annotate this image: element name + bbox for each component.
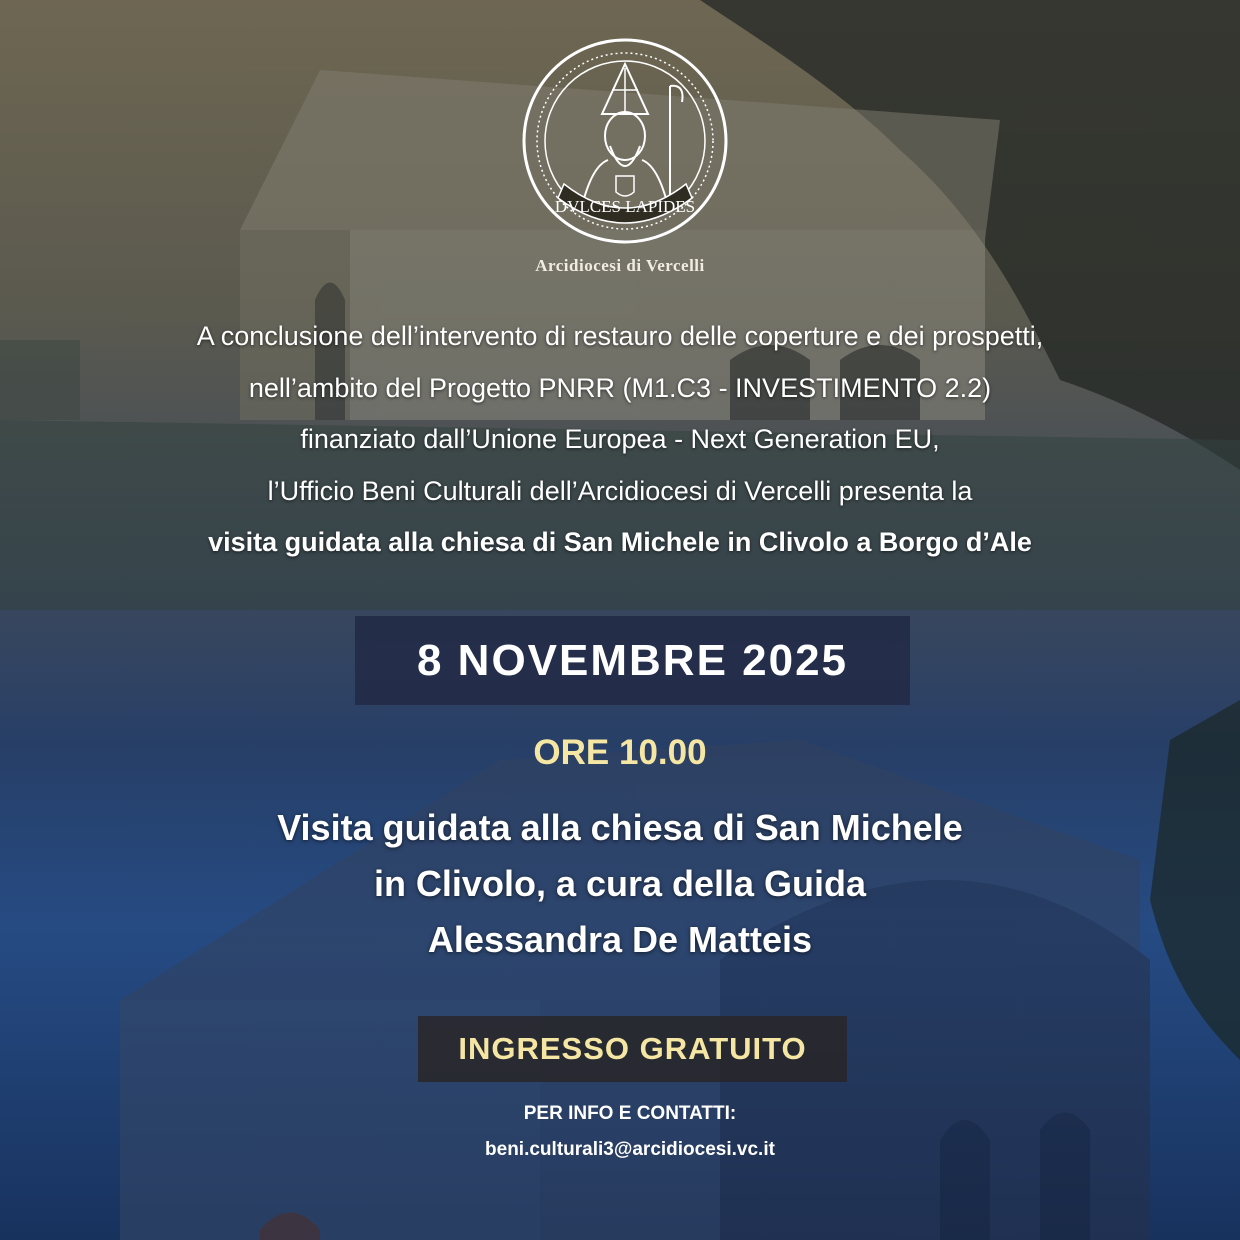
admission-banner (418, 1016, 847, 1082)
intro-line-3: finanziato dall’Unione Europea - Next Generation EU, (300, 424, 940, 454)
event-time: ORE 10.00 (533, 733, 707, 772)
admission-text: INGRESSO GRATUITO (458, 1031, 807, 1066)
event-date: 8 NOVEMBRE 2025 (416, 635, 849, 685)
event-date-banner (355, 616, 910, 705)
intro-paragraph (0, 311, 1240, 569)
seal-text: DVLCES LAPIDES (554, 197, 696, 216)
event-desc-line-2: in Clivolo, a cura della Guida (373, 863, 867, 904)
event-desc-line-1: Visita guidata alla chiesa di San Michele (277, 807, 963, 848)
diocese-seal-logo (520, 36, 730, 246)
event-desc-line-3: Alessandra De Matteis (427, 919, 813, 960)
intro-line-2: nell’ambito del Progetto PNRR (M1.C3 - INVESTIMENTO 2.2) (248, 372, 992, 403)
contact-email[interactable]: beni.culturali3@arcidiocesi.vc.it (485, 1139, 775, 1160)
event-description (0, 800, 1240, 968)
intro-line-5: visita guidata alla chiesa di San Michele in Clivolo a Borgo d’Ale (208, 527, 1032, 557)
intro-line-4: l’Ufficio Beni Culturali dell’Arcidiocesi di Vercelli presenta la (267, 475, 973, 506)
logo-caption: Arcidiocesi di Vercelli (535, 256, 705, 275)
contact-title: PER INFO E CONTATTI: (523, 1103, 737, 1124)
intro-line-1: A conclusione dell’intervento di restauro delle coperture e dei prospetti, (196, 321, 1044, 351)
